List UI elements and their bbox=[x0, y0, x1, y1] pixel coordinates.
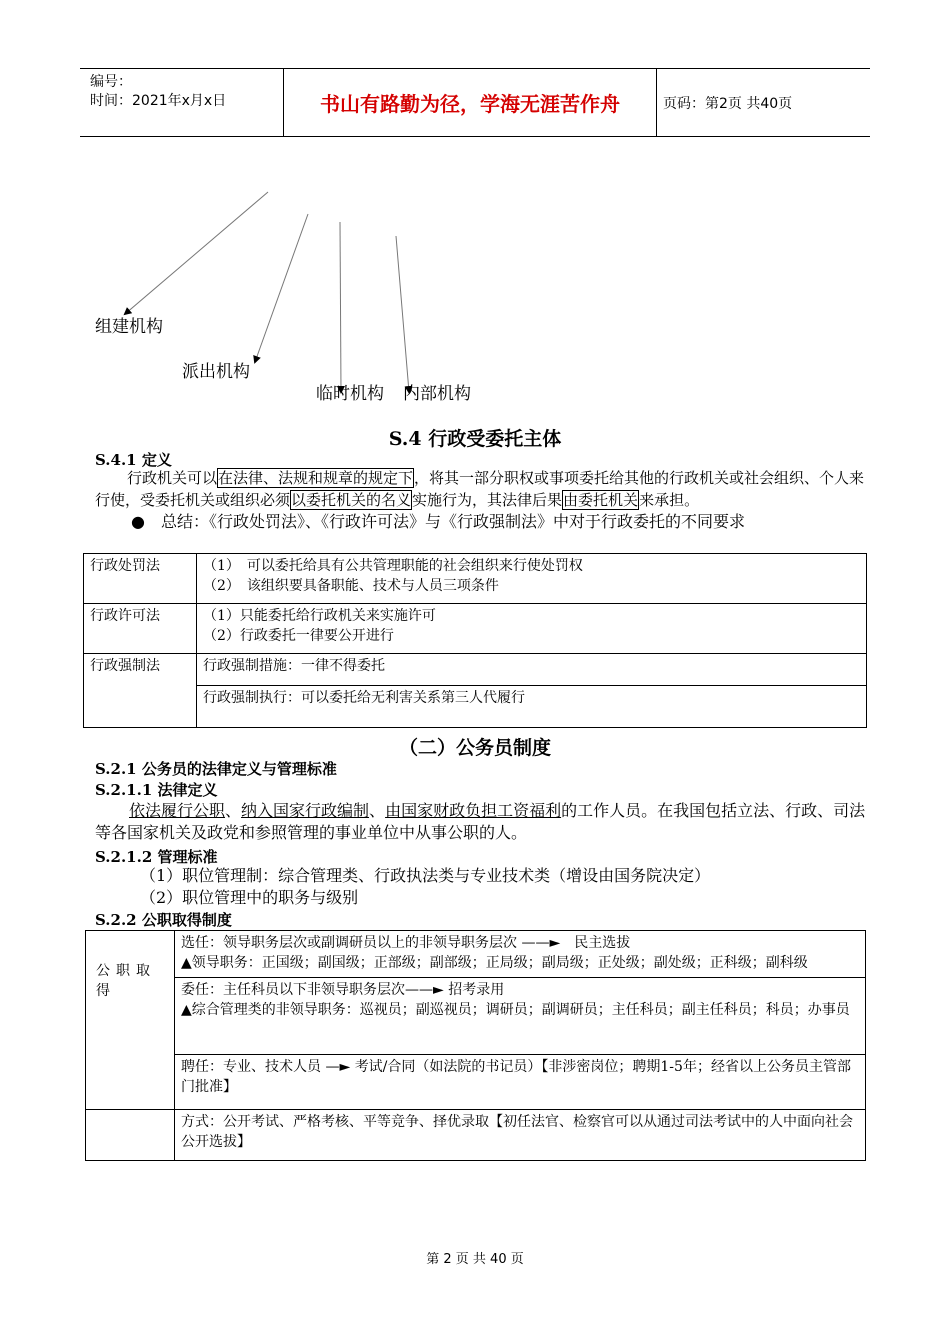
law-item: （2）行政委托一律要公开进行 bbox=[203, 628, 394, 644]
s2-definition bbox=[95, 800, 867, 844]
arrow-icon: ——► bbox=[405, 982, 444, 998]
def-text-c: 实施行为，其法律后果 bbox=[412, 491, 563, 509]
appoint-result: 招考录用 bbox=[448, 982, 505, 998]
s21-title: S.2.1 公务员的法律定义与管理标准 bbox=[95, 760, 337, 778]
def-ul-a: 依法履行公职 bbox=[129, 801, 226, 820]
s2-title: （二）公务员制度 bbox=[398, 737, 551, 759]
arrow-to-linshi bbox=[340, 222, 341, 392]
label-zujian: 组建机构 bbox=[95, 317, 163, 337]
arrow-to-paichu bbox=[255, 214, 308, 362]
time-label: 时间：2021年x月x日 bbox=[90, 93, 227, 109]
elect-text: 选任：领导职务层次或副调研员以上的非领导职务层次 bbox=[181, 935, 517, 951]
s211-title: S.2.1.1 法律定义 bbox=[95, 781, 218, 799]
def-sep: 、 bbox=[369, 801, 386, 820]
s4-title: S.4 行政受委托主体 bbox=[388, 428, 562, 450]
def-text-b: ，将其一部分职权或事项委托给其他的行政机关或社会组织、个人来行使，受委托机关或组织必须 bbox=[95, 469, 865, 509]
law-items-cell bbox=[197, 554, 867, 604]
header-motto: 书山有路勤为径，学海无涯苦作舟 bbox=[283, 69, 657, 136]
header-page-label: 页码：第2页 共40页 bbox=[663, 95, 793, 112]
def-text-d: 来承担。 bbox=[639, 491, 700, 509]
law-item: 行政强制措施：一律不得委托 bbox=[197, 654, 867, 686]
delegation-table bbox=[83, 553, 867, 728]
office-row-elect bbox=[175, 931, 866, 978]
def-ul-b: 纳入国家行政编制 bbox=[241, 801, 370, 820]
appoint-detail: ▲综合管理类的非领导职务：巡视员；副巡视员；调研员；副调研员；主任科员；副主任科员；科员；办事员 bbox=[181, 1002, 850, 1018]
def-rest: 的工作人员。在我国包括立法、行政、司法等各国家机关及政党和参照管理的事业单位中从事公职的人。 bbox=[95, 801, 866, 842]
office-left-empty bbox=[86, 1110, 175, 1161]
appoint-line bbox=[181, 980, 859, 1000]
std-1: （1）职位管理制：综合管理类、行政执法类与专业技术类（增设由国务院决定） bbox=[140, 866, 711, 885]
label-paichu: 派出机构 bbox=[182, 362, 250, 382]
def-boxed-bear: 由委托机关 bbox=[563, 491, 639, 509]
appoint-text: 委任：主任科员以下非领导职务层次 bbox=[181, 982, 405, 998]
law-item: 行政强制执行：可以委托给无利害关系第三人代履行 bbox=[197, 686, 867, 728]
label-neibu: 内部机构 bbox=[403, 384, 471, 404]
arrow-icon: —► bbox=[325, 1059, 351, 1075]
s4-summary: ● 总结：《行政处罚法》、《行政许可法》与《行政强制法》中对于行政委托的不同要求 bbox=[131, 512, 745, 531]
office-table bbox=[85, 930, 866, 1161]
office-row-method: 方式：公开考试、严格考核、平等竞争、择优录取【初任法官、检察官可以从通过司法考试中的人中面向社会公开选拔】 bbox=[175, 1110, 866, 1161]
arrow-to-neibu bbox=[396, 236, 409, 392]
def-boxed-legal: 在法律、法规和规章的规定下 bbox=[218, 469, 414, 487]
law-cell: 行政处罚法 bbox=[84, 554, 197, 604]
law-items-cell bbox=[197, 604, 867, 654]
s212-title: S.2.1.2 管理标准 bbox=[95, 848, 218, 866]
law-cell: 行政许可法 bbox=[84, 604, 197, 654]
page-footer: 第 2 页 共 40 页 bbox=[426, 1252, 524, 1267]
label-linshi: 临时机构 bbox=[316, 384, 384, 404]
def-sep: 、 bbox=[225, 801, 242, 820]
arrow-to-zujian bbox=[125, 192, 268, 314]
office-row-hire bbox=[175, 1055, 866, 1110]
office-row-appoint bbox=[175, 978, 866, 1055]
def-text-a: 行政机关可以 bbox=[127, 469, 218, 487]
hire-detail: 考试/合同（如法院的书记员）【非涉密岗位；聘期1-5年；经省以上公务员主管部门批准】 bbox=[181, 1059, 851, 1095]
s41-title: S.4.1 定义 bbox=[95, 451, 172, 469]
org-diagram-arrows bbox=[0, 0, 950, 420]
def-boxed-name: 以委托机关的名义 bbox=[291, 491, 412, 509]
def-ul-c: 由国家财政负担工资福利 bbox=[385, 801, 562, 820]
elect-result: 民主选拔 bbox=[574, 935, 631, 951]
s4-definition bbox=[95, 467, 867, 511]
office-left-cell: 公职取得 bbox=[86, 931, 175, 1110]
number-label: 编号： bbox=[90, 74, 132, 90]
arrow-icon: ——► bbox=[521, 935, 561, 951]
s22-title: S.2.2 公职取得制度 bbox=[95, 911, 232, 929]
elect-line bbox=[181, 933, 859, 953]
law-item: （1） 可以委托给具有公共管理职能的社会组织来行使处罚权 bbox=[203, 558, 583, 574]
law-item: （2） 该组织要具备职能、技术与人员三项条件 bbox=[203, 578, 499, 594]
std-2: （2）职位管理中的职务与级别 bbox=[140, 888, 359, 907]
law-item: （1）只能委托给行政机关来实施许可 bbox=[203, 608, 436, 624]
law-cell: 行政强制法 bbox=[84, 654, 197, 728]
elect-detail: ▲领导职务：正国级；副国级；正部级；副部级；正局级；副局级；正处级；副处级；正科级；副科级 bbox=[181, 955, 808, 971]
hire-text: 聘任：专业、技术人员 bbox=[181, 1059, 321, 1075]
